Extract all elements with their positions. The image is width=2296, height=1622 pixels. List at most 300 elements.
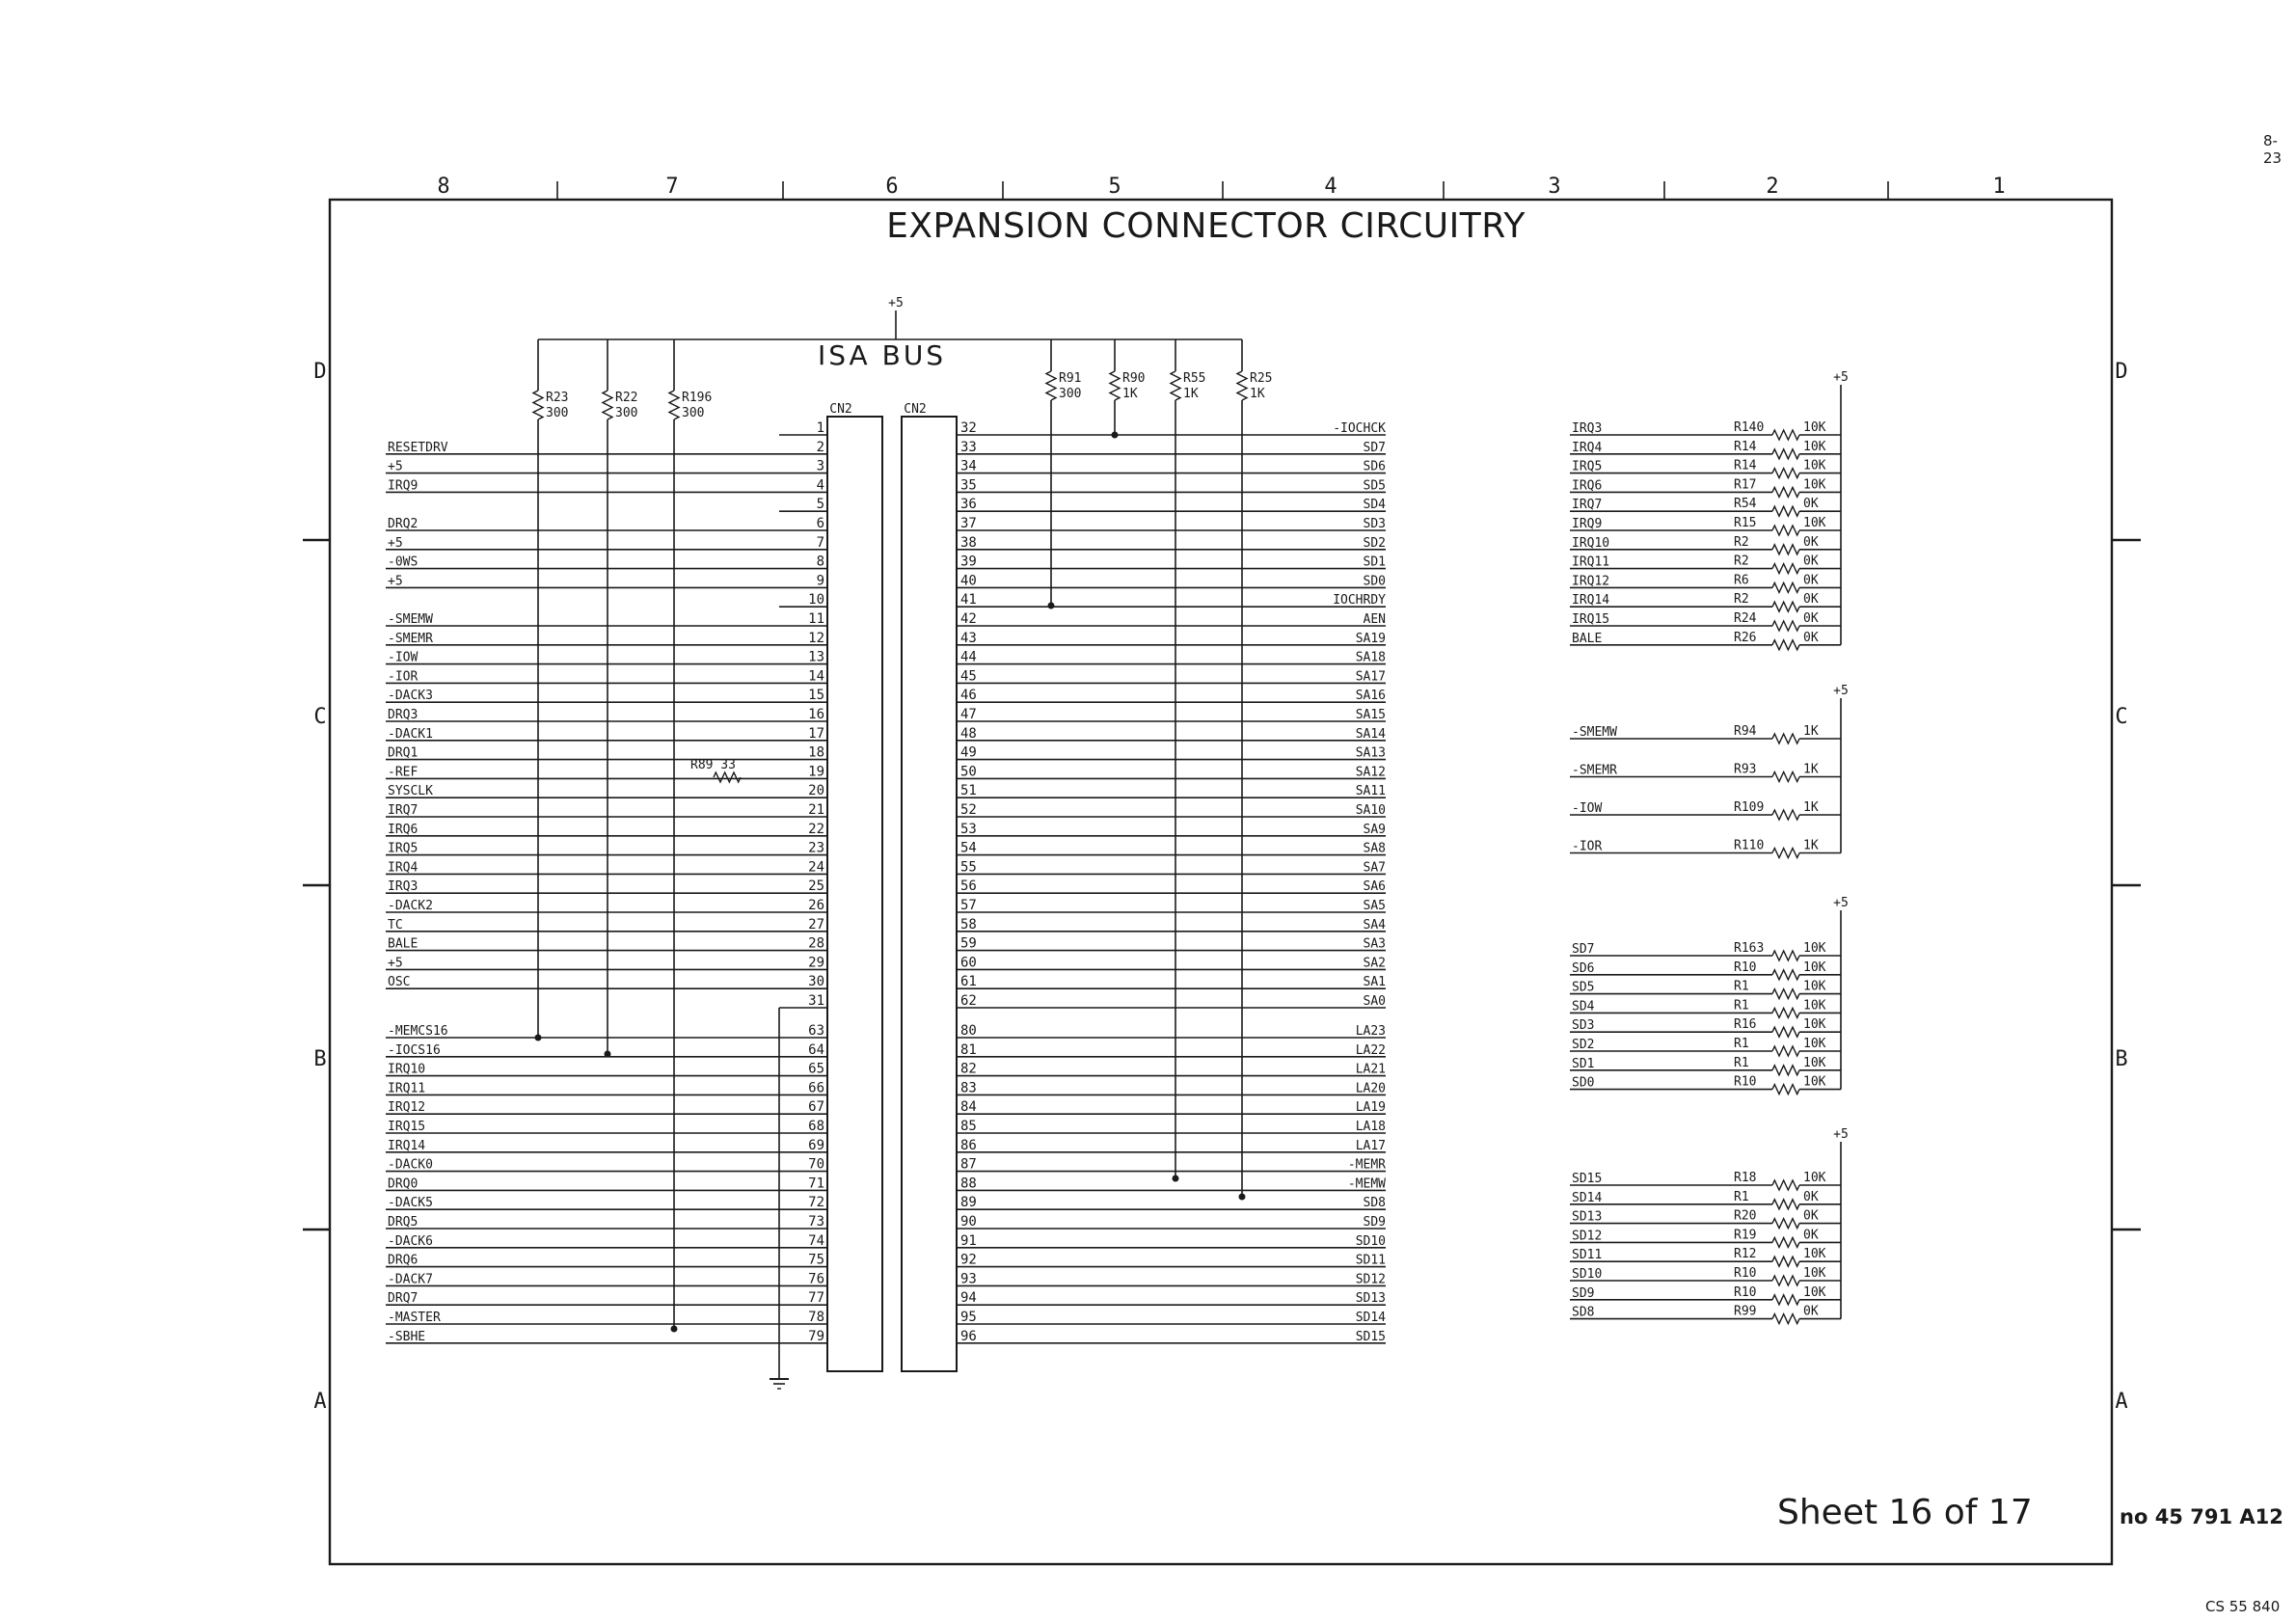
resistor-value: 10K: [1803, 1074, 1826, 1090]
pullup-resistor: [1772, 951, 1799, 960]
resistor-value: 10K: [1803, 420, 1826, 435]
resistor-value: 10K: [1803, 979, 1826, 994]
pullup-resistor: [1772, 1200, 1799, 1209]
resistor-ref: R14: [1734, 458, 1757, 473]
pin-number: 26: [808, 898, 824, 913]
pullup-resistor: [1772, 1027, 1799, 1037]
signal-name: SD10: [1572, 1267, 1603, 1282]
signal-name: +5: [388, 956, 403, 971]
pullup-resistor: [1772, 564, 1799, 574]
pin-number: 25: [808, 879, 824, 895]
signal-name: SYSCLK: [388, 784, 433, 799]
pin-number: 64: [808, 1041, 824, 1058]
signal-name: SA2: [1363, 956, 1386, 971]
resistor-value: 0K: [1803, 573, 1819, 588]
signal-name: SD6: [1572, 960, 1595, 976]
pin-number: 43: [960, 630, 977, 646]
pin-number: 53: [960, 821, 977, 837]
pullup-resistor: [1237, 371, 1247, 400]
signal-name: SD3: [1363, 517, 1386, 531]
zone-column-label: 6: [885, 175, 899, 199]
resistor-ref: R15: [1734, 516, 1757, 530]
signal-name: IRQ12: [1572, 574, 1610, 589]
signal-name: SA8: [1363, 841, 1386, 856]
pin-number: 85: [960, 1119, 977, 1134]
zone-row-label: D: [313, 360, 327, 384]
resistor-value: 0K: [1803, 1304, 1819, 1319]
pin-number: 67: [808, 1099, 824, 1116]
signal-name: IRQ15: [388, 1120, 426, 1134]
signal-name: -IOR: [388, 669, 419, 685]
pin-number: 1: [816, 420, 824, 436]
signal-name: -MEMR: [1347, 1157, 1386, 1173]
pin-number: 16: [808, 707, 824, 722]
resistor-ref: R16: [1734, 1017, 1757, 1033]
pullup-resistor: [1772, 989, 1799, 999]
pin-number: 68: [808, 1119, 824, 1134]
resistor-ref: R12: [1734, 1247, 1757, 1262]
resistor-value: 10K: [1803, 516, 1826, 530]
signal-name: BALE: [1572, 631, 1603, 646]
resistor-value: 0K: [1803, 611, 1819, 626]
pin-number: 84: [960, 1099, 977, 1116]
resistor-ref: R10: [1734, 960, 1757, 975]
signal-name: IRQ14: [1572, 593, 1610, 608]
signal-name: IRQ15: [1572, 612, 1610, 627]
resistor-ref: R94: [1734, 724, 1757, 739]
signal-name: -MEMCS16: [388, 1024, 448, 1039]
signal-name: SA12: [1355, 765, 1386, 780]
signal-name: SA5: [1363, 899, 1386, 913]
signal-name: LA19: [1355, 1100, 1386, 1116]
zone-row-label: A: [2115, 1390, 2128, 1414]
pin-number: 69: [808, 1137, 824, 1153]
pin-number: 22: [808, 821, 824, 837]
resistor-value: 10K: [1803, 1247, 1826, 1262]
resistor-value: 0K: [1803, 1208, 1819, 1224]
signal-name: IRQ6: [1572, 478, 1603, 494]
pin-number: 79: [808, 1328, 824, 1344]
signal-name: BALE: [388, 936, 419, 952]
resistor-value: 1K: [1183, 387, 1199, 401]
pin-number: 2: [816, 439, 824, 455]
pullup-resistor: [1772, 449, 1799, 459]
pin-number: 86: [960, 1137, 977, 1153]
resistor-ref: R1: [1734, 1055, 1749, 1070]
pin-number: 93: [960, 1271, 977, 1287]
pin-number: 78: [808, 1310, 824, 1325]
power-label: +5: [1833, 684, 1849, 698]
pin-number: 31: [808, 993, 824, 1009]
signal-name: SD4: [1363, 498, 1386, 513]
pullup-resistor: [1110, 371, 1120, 400]
zone-column-label: 3: [1548, 175, 1561, 199]
resistor-value: 1K: [1803, 838, 1819, 853]
signal-name: IRQ3: [388, 879, 419, 895]
resistor-ref: R1: [1734, 1189, 1749, 1204]
signal-name: IRQ12: [388, 1100, 426, 1116]
signal-name: -REF: [388, 765, 419, 780]
pin-number: 11: [808, 611, 824, 627]
pin-number: 20: [808, 783, 824, 799]
resistor-value: 1K: [1122, 387, 1138, 401]
resistor-ref: R90: [1122, 371, 1146, 386]
signal-name: IRQ10: [1572, 535, 1610, 551]
signal-name: -MEMW: [1347, 1176, 1386, 1192]
resistor-value: 0K: [1803, 1189, 1819, 1204]
signal-name: SA3: [1363, 936, 1386, 952]
signal-name: SD13: [1572, 1209, 1603, 1225]
pin-number: 13: [808, 649, 824, 665]
signal-name: SD6: [1363, 459, 1386, 474]
resistor-ref: R93: [1734, 762, 1757, 777]
pullup-resistor: [1772, 1314, 1799, 1324]
pin-number: 77: [808, 1290, 824, 1307]
resistor-ref: R20: [1734, 1208, 1757, 1224]
pin-number: 55: [960, 859, 977, 876]
resistor-ref: R109: [1734, 800, 1765, 815]
pin-number: 28: [808, 935, 824, 952]
signal-name: DRQ3: [388, 708, 419, 722]
signal-name: IRQ9: [388, 478, 419, 494]
sheet-number: Sheet 16 of 17: [1777, 1493, 2033, 1532]
pin-number: 95: [960, 1310, 977, 1325]
signal-name: -IOR: [1572, 839, 1603, 854]
pin-number: 40: [960, 573, 977, 589]
signal-name: +5: [388, 535, 403, 551]
pin-number: 23: [808, 840, 824, 856]
pullup-resistor: [1772, 734, 1799, 743]
signal-name: SA18: [1355, 650, 1386, 665]
pin-number: 48: [960, 725, 977, 742]
border-rectangle: [330, 200, 2112, 1564]
pin-number: 42: [960, 611, 977, 627]
drawing-frame: [303, 181, 2141, 1564]
pin-number: 80: [960, 1023, 977, 1039]
signal-name: IRQ4: [1572, 440, 1603, 455]
resistors: [533, 371, 1799, 1324]
signal-name: -DACK1: [388, 726, 433, 742]
signal-name: IRQ11: [1572, 554, 1610, 570]
signal-name: -SBHE: [388, 1329, 426, 1344]
resistor-value: 1K: [1803, 762, 1819, 777]
pin-number: 14: [808, 668, 824, 685]
pullup-resistor: [1772, 582, 1799, 592]
pullup-resistor: [1772, 772, 1799, 782]
pin-number: 60: [960, 955, 977, 971]
pin-number: 82: [960, 1061, 977, 1077]
signal-name: SA19: [1355, 631, 1386, 646]
signal-name: SD0: [1363, 574, 1386, 589]
signal-name: SD8: [1363, 1196, 1386, 1211]
signal-name: SD14: [1572, 1190, 1603, 1205]
resistor-ref: R2: [1734, 534, 1749, 550]
signal-name: LA18: [1355, 1120, 1386, 1134]
zone-row-label: A: [313, 1390, 327, 1414]
signal-name: LA22: [1355, 1042, 1386, 1058]
signal-name: -SMEMW: [1572, 725, 1617, 740]
pin-number: 33: [960, 439, 977, 455]
signal-name: +5: [388, 574, 403, 589]
signal-name: SD7: [1572, 942, 1595, 957]
resistor-ref: R99: [1734, 1304, 1757, 1319]
pin-number: 45: [960, 668, 977, 685]
signal-name: SD12: [1355, 1272, 1386, 1287]
zone-column-label: 2: [1766, 175, 1779, 199]
zone-column-label: 4: [1324, 175, 1337, 199]
connector-ref: CN2: [904, 402, 927, 417]
signal-name: SD1: [1363, 554, 1386, 570]
resistor-ref: R2: [1734, 554, 1749, 569]
signal-name: SA17: [1355, 669, 1386, 685]
resistor-ref: R24: [1734, 611, 1757, 626]
resistor-value: 10K: [1803, 941, 1826, 956]
pullup-resistor: [1171, 371, 1180, 400]
pullup-resistor: [1772, 1066, 1799, 1075]
signal-name: SD11: [1572, 1248, 1603, 1263]
signal-name: -IOW: [388, 650, 419, 665]
pin-number: 36: [960, 497, 977, 513]
power-label: +5: [1833, 1127, 1849, 1142]
resistor-ref: R25: [1250, 371, 1273, 386]
signal-name: IRQ7: [1572, 498, 1603, 513]
signal-name: SA15: [1355, 708, 1386, 722]
signal-name: SA4: [1363, 917, 1386, 933]
pullup-resistor: [603, 391, 612, 419]
signal-name: SA13: [1355, 745, 1386, 761]
pullup-resistor: [1772, 640, 1799, 650]
resistor-value: 10K: [1803, 1017, 1826, 1033]
resistor-ref: R26: [1734, 630, 1757, 645]
signal-name: IRQ5: [1572, 459, 1603, 474]
junction-dot: [1048, 603, 1054, 608]
resistor-ref: R17: [1734, 477, 1757, 493]
resistor-value: 1K: [1803, 800, 1819, 815]
pin-number: 54: [960, 840, 977, 856]
pin-number: 88: [960, 1176, 977, 1192]
pullup-resistor: [669, 391, 679, 419]
pin-number: 29: [808, 955, 824, 971]
pullup-resistor: [1772, 1219, 1799, 1229]
signal-name: SD4: [1572, 999, 1595, 1014]
pullup-resistor: [1772, 506, 1799, 516]
pin-number: 62: [960, 993, 977, 1009]
signal-name: SA9: [1363, 822, 1386, 837]
pin-number: 50: [960, 764, 977, 780]
signal-name: IRQ14: [388, 1138, 426, 1153]
resistor-value: 10K: [1803, 998, 1826, 1014]
signal-name: SA1: [1363, 975, 1386, 990]
signal-name: SD9: [1363, 1215, 1386, 1230]
resistor-ref: R6: [1734, 573, 1749, 588]
signal-name: -DACK0: [388, 1157, 433, 1173]
pin-number: 44: [960, 649, 977, 665]
pin-number: 27: [808, 916, 824, 933]
resistor-value: 10K: [1803, 960, 1826, 975]
signal-name: SD10: [1355, 1233, 1386, 1249]
zone-column-label: 1: [1992, 175, 2006, 199]
pin-number: 74: [808, 1232, 824, 1249]
pin-number: 65: [808, 1061, 824, 1077]
resistor-value: 10K: [1803, 1284, 1826, 1300]
resistor-value: 300: [682, 406, 705, 420]
signal-name: -SMEMR: [1572, 763, 1617, 778]
zone-row-label: C: [2115, 705, 2128, 729]
connector-body-left: [827, 417, 882, 1371]
resistor-ref: R196: [682, 391, 713, 405]
resistor-value: 10K: [1803, 1037, 1826, 1051]
resistor-ref: R55: [1183, 371, 1206, 386]
signal-name: -SMEMW: [388, 612, 433, 627]
page-reference: 8-23: [2263, 132, 2282, 167]
signal-name: SD15: [1572, 1172, 1603, 1186]
pin-number: 35: [960, 477, 977, 494]
pin-number: 18: [808, 744, 824, 761]
signal-name: SD13: [1355, 1291, 1386, 1307]
signal-name: SD8: [1572, 1305, 1595, 1320]
pin-number: 5: [816, 497, 824, 513]
signal-name: RESETDRV: [388, 440, 448, 455]
signal-name: SD1: [1572, 1056, 1595, 1071]
resistor-ref: R1: [1734, 1037, 1749, 1051]
signal-name: SD15: [1355, 1329, 1386, 1344]
resistor-value: 0K: [1803, 534, 1819, 550]
junction-dot: [1239, 1194, 1245, 1200]
zone-column-label: 7: [665, 175, 679, 199]
resistor-value: 1K: [1803, 724, 1819, 739]
resistor-value: 0K: [1803, 497, 1819, 512]
zone-row-label: B: [313, 1047, 327, 1071]
signal-name: DRQ2: [388, 517, 419, 531]
junction-dot: [671, 1326, 677, 1332]
signal-name: TC: [388, 917, 403, 933]
pin-number: 76: [808, 1271, 824, 1287]
pin-number: 34: [960, 458, 977, 474]
signal-name: -IOCS16: [388, 1042, 441, 1058]
pin-number: 41: [960, 592, 977, 608]
resistor-value: 10K: [1803, 458, 1826, 473]
pin-number: 71: [808, 1176, 824, 1192]
signal-name: -DACK2: [388, 899, 433, 913]
bus-label: ISA BUS: [818, 339, 947, 371]
pullup-resistor: [1772, 1276, 1799, 1285]
pullup-resistor: [1772, 621, 1799, 631]
pullup-resistor: [1046, 371, 1056, 400]
signal-name: SA0: [1363, 994, 1386, 1009]
diagram-title: EXPANSION CONNECTOR CIRCUITRY: [886, 206, 1526, 246]
pullup-resistor: [1772, 1046, 1799, 1056]
signal-name: SD9: [1572, 1285, 1595, 1301]
pullup-resistor: [1772, 1085, 1799, 1095]
pin-number: 75: [808, 1252, 824, 1268]
pin-number: 56: [960, 879, 977, 895]
pin-number: 17: [808, 725, 824, 742]
signal-name: AEN: [1363, 612, 1386, 627]
resistor-ref: R54: [1734, 497, 1757, 512]
pin-number: 96: [960, 1328, 977, 1344]
cs-number: CS 55 840: [2205, 1598, 2281, 1615]
signal-name: IRQ9: [1572, 517, 1603, 531]
pullup-resistor: [1772, 1237, 1799, 1247]
pullup-resistor: [1772, 487, 1799, 497]
resistor-ref: R10: [1734, 1266, 1757, 1281]
signal-name: SA7: [1363, 860, 1386, 876]
pullup-resistor: [1772, 1295, 1799, 1305]
pullup-resistor: [1772, 430, 1799, 440]
zone-column-label: 5: [1108, 175, 1121, 199]
signal-name: IRQ5: [388, 841, 419, 856]
pin-number: 81: [960, 1041, 977, 1058]
resistor-value: 10K: [1803, 1055, 1826, 1070]
resistor-value: 0K: [1803, 554, 1819, 569]
resistor-ref: R163: [1734, 941, 1765, 956]
signal-name: DRQ7: [388, 1291, 419, 1307]
pin-number: 87: [960, 1156, 977, 1173]
pin-number: 70: [808, 1156, 824, 1173]
pin-number: 9: [816, 573, 824, 589]
signal-name: DRQ5: [388, 1215, 419, 1230]
signal-name: IRQ11: [388, 1081, 426, 1096]
pin-number: 3: [816, 458, 824, 474]
connector-ref: CN2: [829, 402, 852, 417]
signal-name: -SMEMR: [388, 631, 433, 646]
resistor-value: 300: [546, 406, 569, 420]
pullup-resistor: [1772, 469, 1799, 478]
resistor-ref: R18: [1734, 1171, 1757, 1185]
pullup-resistor: [1772, 526, 1799, 535]
zone-row-label: D: [2115, 360, 2128, 384]
signal-name: SD11: [1355, 1253, 1386, 1268]
signal-name: SA10: [1355, 803, 1386, 818]
resistor-value: 1K: [1250, 387, 1265, 401]
signal-name: IOCHRDY: [1333, 593, 1386, 608]
pin-number: 47: [960, 707, 977, 722]
pin-number: 4: [816, 477, 824, 494]
resistor-ref: R10: [1734, 1074, 1757, 1090]
pin-number: 51: [960, 783, 977, 799]
resistor-value: 10K: [1803, 477, 1826, 493]
pin-number: 92: [960, 1252, 977, 1268]
signal-name: IRQ3: [1572, 421, 1603, 436]
resistor-value: 0K: [1803, 1228, 1819, 1243]
pin-number: 63: [808, 1023, 824, 1039]
resistor-value: 10K: [1803, 1266, 1826, 1281]
wiring: [386, 311, 1841, 1389]
resistor-ref: R23: [546, 391, 569, 405]
pin-number: 19: [808, 764, 824, 780]
pullup-resistor: [1772, 849, 1799, 858]
pin-number: 57: [960, 898, 977, 913]
signal-name: DRQ0: [388, 1176, 419, 1192]
junction-dot: [1173, 1176, 1178, 1181]
pin-number: 73: [808, 1214, 824, 1230]
connector-body-right: [902, 417, 957, 1371]
pin-number: 49: [960, 744, 977, 761]
pin-number: 8: [816, 554, 824, 570]
pullup-resistor: [1772, 602, 1799, 611]
resistor-ref: R22: [615, 391, 638, 405]
resistor-ref: R91: [1059, 371, 1082, 386]
pin-number: 7: [816, 534, 824, 551]
signal-name: LA21: [1355, 1062, 1386, 1077]
power-label: +5: [1833, 896, 1849, 910]
pin-number: 72: [808, 1195, 824, 1211]
pullup-resistor: [1772, 1008, 1799, 1017]
signal-name: -IOW: [1572, 801, 1603, 816]
signal-name: -DACK7: [388, 1272, 433, 1287]
pin-number: 94: [960, 1290, 977, 1307]
resistor-ref: R1: [1734, 998, 1749, 1014]
